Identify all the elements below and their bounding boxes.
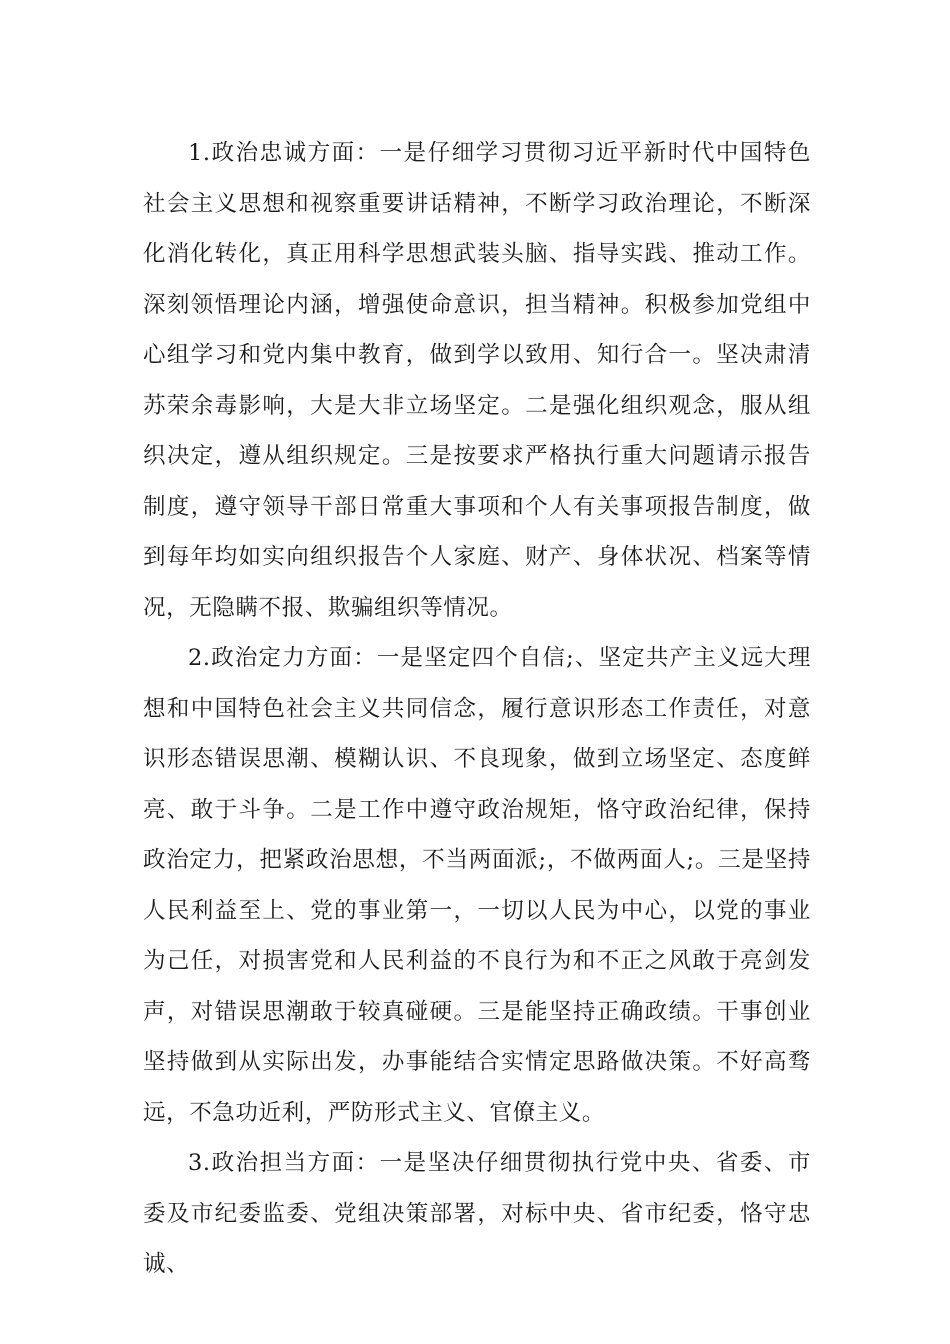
document-body (143, 128, 811, 1290)
paragraph-political-loyalty: 1.政治忠诚方面：一是仔细学习贯彻习近平新时代中国特色社会主义思想和视察重要讲话精神，不断学习政治理论，不断深化消化转化，真正用科学思想武装头脑、指导实践、推动工作。深刻领悟理论内涵，增强使命意识，担当精神。积极参加党组中心组学习和党内集中教育，做到学以致用、知行合一。坚决肃清苏荣余毒影响，大是大非立场坚定。二是强化组织观念，服从组织决定，遵从组织规定。三是按要求严格执行重大问题请示报告制度，遵守领导干部日常重大事项和个人有关事项报告制度，做到每年均如实向组织报告个人家庭、财产、身体状况、档案等情况，无隐瞒不报、欺骗组织等情况。 (143, 140, 811, 621)
paragraph-political-responsibility: 3.政治担当方面：一是坚决仔细贯彻执行党中央、省委、市委及市纪委监委、党组决策部署，对标中央、省市纪委，恪守忠诚、 (143, 1150, 811, 1277)
paragraph-political-steadiness: 2.政治定力方面：一是坚定四个自信;、坚定共产主义远大理想和中国特色社会主义共同信念，履行意识形态工作责任，对意识形态错误思潮、模糊认识、不良现象，做到立场坚定、态度鲜亮、敢于斗争。二是工作中遵守政治规矩，恪守政治纪律，保持政治定力，把紧政治思想，不当两面派;，不做两面人;。三是坚持人民利益至上、党的事业第一，一切以人民为中心，以党的事业为己任，对损害党和人民利益的不良行为和不正之风敢于亮剑发声，对错误思潮敢于较真碰硬。三是能坚持正确政绩。干事创业坚持做到从实际出发，办事能结合实情定思路做决策。不好高骛远，不急功近利，严防形式主义、官僚主义。 (143, 645, 811, 1126)
